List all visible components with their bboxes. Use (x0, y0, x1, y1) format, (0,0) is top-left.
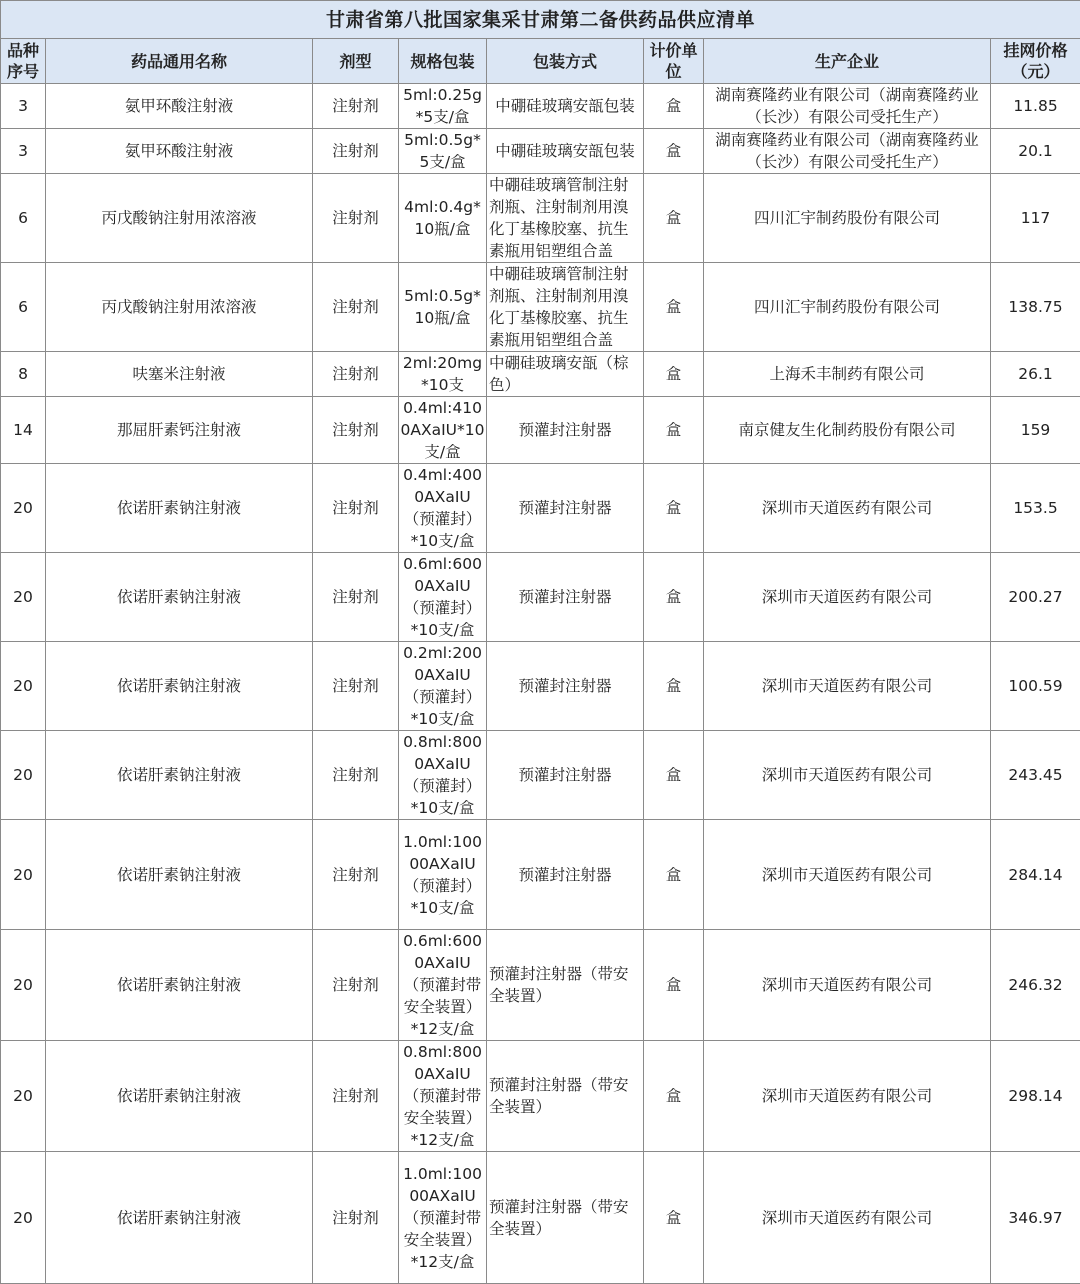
header-unit: 计价单位 (644, 39, 704, 84)
table-title: 甘肃省第八批国家集采甘肃第二备供药品供应清单 (1, 1, 1080, 39)
cell-unit: 盒 (644, 820, 704, 930)
cell-unit: 盒 (644, 642, 704, 731)
cell-spec: 1.0ml:10000AXaIU（预灌封）*10支/盒 (399, 820, 487, 930)
cell-manufacturer: 四川汇宇制药股份有限公司 (704, 263, 991, 352)
header-name: 药品通用名称 (46, 39, 313, 84)
cell-drug-name: 依诺肝素钠注射液 (46, 1041, 313, 1152)
cell-dosage-form: 注射剂 (313, 1041, 399, 1152)
cell-dosage-form: 注射剂 (313, 352, 399, 397)
cell-dosage-form: 注射剂 (313, 642, 399, 731)
cell-price: 138.75 (991, 263, 1080, 352)
cell-drug-name: 依诺肝素钠注射液 (46, 820, 313, 930)
table-row (1, 397, 1080, 464)
cell-packaging: 中硼硅玻璃管制注射剂瓶、注射制剂用溴化丁基橡胶塞、抗生素瓶用铝塑组合盖 (487, 174, 644, 263)
cell-packaging: 中硼硅玻璃安瓿包装 (487, 84, 644, 129)
cell-drug-name: 丙戊酸钠注射用浓溶液 (46, 263, 313, 352)
cell-drug-name: 那屈肝素钙注射液 (46, 397, 313, 464)
cell-manufacturer: 深圳市天道医药有限公司 (704, 642, 991, 731)
cell-dosage-form: 注射剂 (313, 553, 399, 642)
header-maker: 生产企业 (704, 39, 991, 84)
cell-drug-name: 氨甲环酸注射液 (46, 84, 313, 129)
cell-packaging: 预灌封注射器 (487, 642, 644, 731)
cell-spec: 0.6ml:6000AXaIU（预灌封）*10支/盒 (399, 553, 487, 642)
cell-dosage-form: 注射剂 (313, 820, 399, 930)
cell-spec: 5ml:0.25g*5支/盒 (399, 84, 487, 129)
cell-spec: 0.8ml:8000AXaIU（预灌封带安全装置）*12支/盒 (399, 1041, 487, 1152)
cell-dosage-form: 注射剂 (313, 930, 399, 1041)
table-row (1, 129, 1080, 174)
cell-spec: 0.6ml:6000AXaIU（预灌封带安全装置）*12支/盒 (399, 930, 487, 1041)
cell-manufacturer: 湖南赛隆药业有限公司（湖南赛隆药业（长沙）有限公司受托生产） (704, 129, 991, 174)
table-row (1, 1041, 1080, 1152)
cell-price: 284.14 (991, 820, 1080, 930)
cell-dosage-form: 注射剂 (313, 397, 399, 464)
table-row (1, 820, 1080, 930)
table-row (1, 642, 1080, 731)
cell-spec: 2ml:20mg*10支 (399, 352, 487, 397)
cell-dosage-form: 注射剂 (313, 84, 399, 129)
cell-spec: 0.8ml:8000AXaIU（预灌封）*10支/盒 (399, 731, 487, 820)
cell-spec: 5ml:0.5g*5支/盒 (399, 129, 487, 174)
table-row (1, 174, 1080, 263)
cell-packaging: 预灌封注射器 (487, 464, 644, 553)
cell-manufacturer: 深圳市天道医药有限公司 (704, 1152, 991, 1284)
cell-dosage-form: 注射剂 (313, 129, 399, 174)
cell-price: 159 (991, 397, 1080, 464)
table-row (1, 930, 1080, 1041)
cell-seq: 20 (1, 464, 46, 553)
cell-packaging: 中硼硅玻璃安瓿包装 (487, 129, 644, 174)
cell-price: 298.14 (991, 1041, 1080, 1152)
cell-packaging: 中硼硅玻璃管制注射剂瓶、注射制剂用溴化丁基橡胶塞、抗生素瓶用铝塑组合盖 (487, 263, 644, 352)
cell-packaging: 预灌封注射器 (487, 397, 644, 464)
cell-packaging: 中硼硅玻璃安瓿（棕色） (487, 352, 644, 397)
cell-price: 200.27 (991, 553, 1080, 642)
cell-unit: 盒 (644, 263, 704, 352)
header-seq: 品种序号 (1, 39, 46, 84)
cell-dosage-form: 注射剂 (313, 731, 399, 820)
cell-seq: 20 (1, 820, 46, 930)
cell-drug-name: 依诺肝素钠注射液 (46, 553, 313, 642)
cell-seq: 20 (1, 553, 46, 642)
cell-seq: 14 (1, 397, 46, 464)
cell-price: 346.97 (991, 1152, 1080, 1284)
cell-manufacturer: 深圳市天道医药有限公司 (704, 820, 991, 930)
cell-unit: 盒 (644, 352, 704, 397)
cell-seq: 3 (1, 129, 46, 174)
cell-dosage-form: 注射剂 (313, 263, 399, 352)
cell-price: 153.5 (991, 464, 1080, 553)
cell-unit: 盒 (644, 464, 704, 553)
cell-spec: 5ml:0.5g*10瓶/盒 (399, 263, 487, 352)
cell-dosage-form: 注射剂 (313, 464, 399, 553)
cell-drug-name: 丙戊酸钠注射用浓溶液 (46, 174, 313, 263)
cell-manufacturer: 湖南赛隆药业有限公司（湖南赛隆药业（长沙）有限公司受托生产） (704, 84, 991, 129)
cell-price: 243.45 (991, 731, 1080, 820)
cell-seq: 3 (1, 84, 46, 129)
cell-drug-name: 氨甲环酸注射液 (46, 129, 313, 174)
cell-manufacturer: 四川汇宇制药股份有限公司 (704, 174, 991, 263)
table-row (1, 731, 1080, 820)
table-body (1, 84, 1080, 1284)
cell-spec: 4ml:0.4g*10瓶/盒 (399, 174, 487, 263)
cell-manufacturer: 深圳市天道医药有限公司 (704, 1041, 991, 1152)
cell-seq: 8 (1, 352, 46, 397)
cell-manufacturer: 深圳市天道医药有限公司 (704, 930, 991, 1041)
header-form: 剂型 (313, 39, 399, 84)
cell-dosage-form: 注射剂 (313, 174, 399, 263)
cell-packaging: 预灌封注射器 (487, 731, 644, 820)
table-row (1, 553, 1080, 642)
cell-packaging: 预灌封注射器 (487, 820, 644, 930)
cell-packaging: 预灌封注射器（带安全装置） (487, 1152, 644, 1284)
cell-price: 26.1 (991, 352, 1080, 397)
cell-packaging: 预灌封注射器 (487, 553, 644, 642)
cell-packaging: 预灌封注射器（带安全装置） (487, 1041, 644, 1152)
cell-seq: 6 (1, 263, 46, 352)
cell-unit: 盒 (644, 1152, 704, 1284)
cell-manufacturer: 南京健友生化制药股份有限公司 (704, 397, 991, 464)
cell-seq: 20 (1, 1041, 46, 1152)
table-row (1, 1152, 1080, 1284)
cell-seq: 20 (1, 642, 46, 731)
cell-price: 100.59 (991, 642, 1080, 731)
cell-unit: 盒 (644, 930, 704, 1041)
cell-manufacturer: 上海禾丰制药有限公司 (704, 352, 991, 397)
header-pack: 包装方式 (487, 39, 644, 84)
cell-drug-name: 呋塞米注射液 (46, 352, 313, 397)
cell-drug-name: 依诺肝素钠注射液 (46, 464, 313, 553)
table-row (1, 464, 1080, 553)
cell-drug-name: 依诺肝素钠注射液 (46, 731, 313, 820)
cell-drug-name: 依诺肝素钠注射液 (46, 642, 313, 731)
cell-spec: 0.4ml:4100AXaIU*10支/盒 (399, 397, 487, 464)
cell-seq: 20 (1, 930, 46, 1041)
cell-unit: 盒 (644, 84, 704, 129)
cell-unit: 盒 (644, 129, 704, 174)
cell-price: 11.85 (991, 84, 1080, 129)
cell-drug-name: 依诺肝素钠注射液 (46, 930, 313, 1041)
cell-seq: 20 (1, 731, 46, 820)
table-row (1, 352, 1080, 397)
cell-seq: 6 (1, 174, 46, 263)
table-row (1, 263, 1080, 352)
cell-seq: 20 (1, 1152, 46, 1284)
cell-manufacturer: 深圳市天道医药有限公司 (704, 553, 991, 642)
cell-manufacturer: 深圳市天道医药有限公司 (704, 731, 991, 820)
cell-unit: 盒 (644, 397, 704, 464)
cell-dosage-form: 注射剂 (313, 1152, 399, 1284)
cell-packaging: 预灌封注射器（带安全装置） (487, 930, 644, 1041)
cell-unit: 盒 (644, 174, 704, 263)
cell-price: 246.32 (991, 930, 1080, 1041)
header-spec: 规格包装 (399, 39, 487, 84)
header-price: 挂网价格（元） (991, 39, 1080, 84)
cell-unit: 盒 (644, 553, 704, 642)
cell-unit: 盒 (644, 731, 704, 820)
cell-unit: 盒 (644, 1041, 704, 1152)
cell-spec: 0.4ml:4000AXaIU（预灌封）*10支/盒 (399, 464, 487, 553)
cell-spec: 1.0ml:10000AXaIU（预灌封带安全装置）*12支/盒 (399, 1152, 487, 1284)
table-row (1, 84, 1080, 129)
cell-price: 117 (991, 174, 1080, 263)
cell-manufacturer: 深圳市天道医药有限公司 (704, 464, 991, 553)
cell-price: 20.1 (991, 129, 1080, 174)
cell-spec: 0.2ml:2000AXaIU（预灌封）*10支/盒 (399, 642, 487, 731)
cell-drug-name: 依诺肝素钠注射液 (46, 1152, 313, 1284)
